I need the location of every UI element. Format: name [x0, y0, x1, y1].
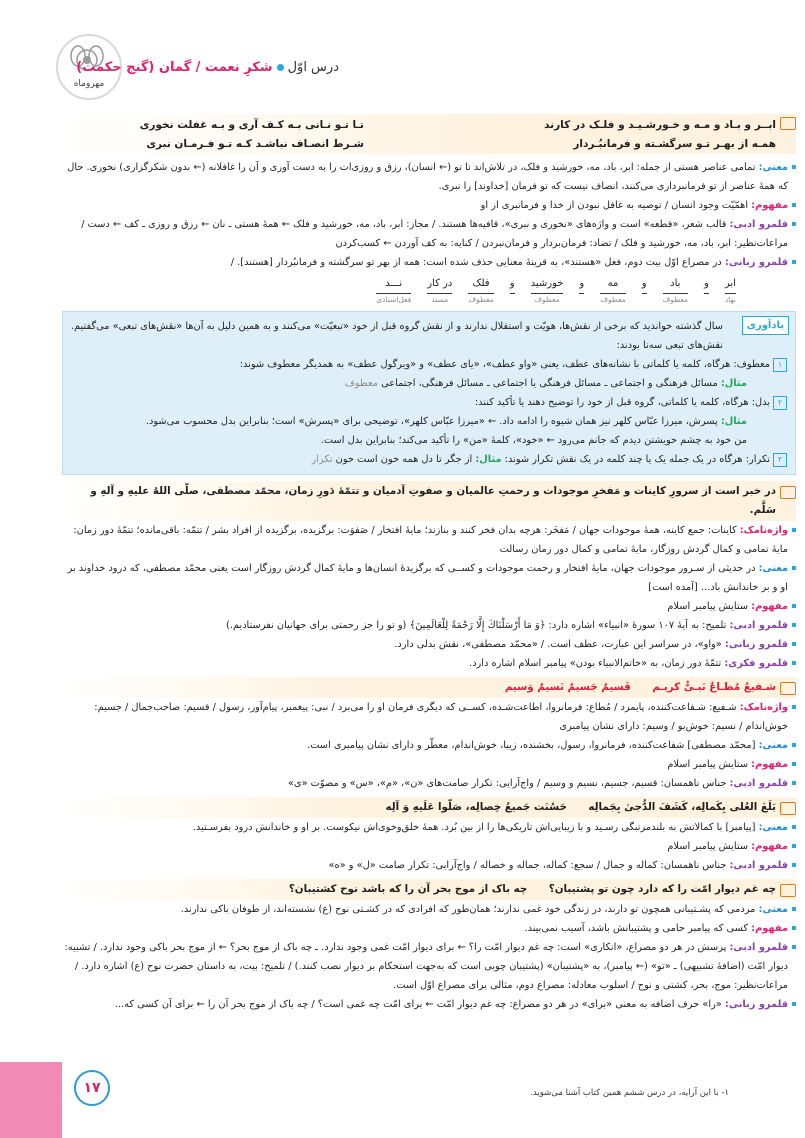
thought-line: قلمرو فکری: تتمّهٔ دور زمان، به «خاتم‌الانبیاء بودن» پیامبر اسلام اشاره دارد.: [62, 654, 796, 673]
page-number: ۱۷: [74, 1070, 110, 1106]
side-tab: [0, 1062, 62, 1138]
poem-hemistich: تـا تـو نـانی بـه کـف آری و بـه غفلت نخوری: [139, 119, 364, 131]
reminder-example: من خود به چشم خویشتن دیدم که جانم می‌رود ← «خود»، کلمهٔ «من» را تأکید می‌کند؛ بنابراین بدل است.: [320, 435, 747, 446]
meaning-line: معنی: تمامی عناصر هستی از جمله: ابر، باد، مه، خورشید و فلک، در تلاش‌اند تا تو (← انسان)، رزق و روزی‌ات را به دست آوری و آن را غافلانه (← بدون شکرگزاری) نخوری. حال که همهٔ عناصر از تو فرمانبرداری می‌کنند، انصاف نیست که تو فرمان [خداوند] را نبری.: [62, 158, 796, 196]
reminder-intro: سال گذشته خواندید که برخی از نقش‌ها، هویّت و استقلال ندارند و از نقش گروه قبل از خود «تبعیّت» می‌کنند و به همین دلیل به آن‌ها «نقش‌های تبعی» می‌گفتیم. نقش‌های تبعی سه‌تا بودند:: [70, 321, 723, 351]
glossary-line: واژه‌نامک: کاینات: جمع کاینه، همهٔ موجودات جهان / مَفخَر: هرچه بدان فخر کنند و بنازند؛ مایهٔ افتخار / صَفوَت: برگزیده، برگزیده از افراد بشر / تتمّه: باقی‌مانده؛ تتمّهٔ دور زمان: مایهٔ تمامی و کمال گردش روزگار، مایهٔ تمامی و کمال دور زمان رسالت: [62, 521, 796, 559]
concept-line: مفهوم: ستایش پیامبر اسلام: [62, 837, 796, 856]
grammar-line: قلمرو زبانی: «را» حرف اضافه به معنی «برای» در هر دو مصراع: چه غم دیوار امّت ← برای امّت چه غمی است؟ / چه باک از موج بحر آن را ← برای آن کسی که...: [62, 995, 796, 1014]
grammar-analysis: [62, 274, 796, 305]
content: [62, 114, 796, 1014]
concept-line: مفهوم: اهمّیّت وجود انسان / توصیه به غافل نبودن از خدا و فرمانبری از او: [62, 196, 796, 215]
book-icon: [780, 117, 796, 130]
grammar-line: قلمرو زبانی: «واو»، در سراسر این عبارت، عطف است. / «محمّد مصطفی»، نقش بدلی دارد.: [62, 635, 796, 654]
meaning-line: معنی: در حدیثی از سـرور موجودات جهان، مایهٔ افتخار و رحمت موجودات و کســی که برگزیدهٔ انسان‌ها و مایهٔ کمال گردش روزگار است یعنی محمّد مصطفی، که درود خداوند بر او و بر خاندانش باد... [آمده است]: [62, 559, 796, 597]
page-header: [0, 0, 805, 100]
analysis-word: ابر نهاد: [725, 274, 736, 305]
grammar-line: قلمرو زبانی: در مصراع اوّل بیت دوم، فعل «هستند»، به قرینهٔ معنایی حذف شده است: همه از بهر تو سرگشته و فرمانبُردار [هستند]. /: [62, 253, 796, 272]
literary-line: قلمرو ادبی: قالب شعر، «قطعه» است و واژه‌های «نخوری و نبری»، قافیه‌ها هستند. / مجاز: ابر، باد، مه، خورشید و فلک ← همهٔ هستی ـ نان ← رزق و روزی ـ کف ← دست / مراعات‌نظیر: ابر، باد، مه، خورشید و فلک / تضاد: فرمان‌بردار و فرمان‌نبردن / کنایه: به کف آوردن ← کسب‌کردن: [62, 215, 796, 253]
analysis-word: باد معطوف: [663, 274, 688, 305]
number-badge: ۱: [773, 358, 787, 372]
lesson-name: شکرِ نعمت / گمان (گنج حکمت): [76, 60, 273, 75]
analysis-word: در کار مسند: [427, 274, 452, 305]
analysis-word: فلک معطوف: [468, 274, 493, 305]
section-title: شـفیعٌ مُطـاعٌ نَبـیٌّ کریـم قَسیمٌ جَسیمٌ نَسیمٌ وَسیم: [62, 677, 796, 698]
reminder-box: [62, 311, 796, 475]
book-icon: [780, 884, 796, 897]
bullet-icon: [277, 64, 284, 71]
section-title: در خبر است از سرورِ کاینات و مَفخرِ موجودات و رحمتِ عالمیان و صفوتِ آدمیان و تتمّهٔ دَورِ زمان، محمّد مصطفی، صلّی اللهُ علیهِ و آلهِ و سَلَّم.: [62, 481, 796, 521]
analysis-word: و: [642, 274, 647, 305]
concept-line: مفهوم: ستایش پیامبر اسلام: [62, 597, 796, 616]
literary-line: قلمرو ادبی: جناس ناهمسان: کماله و جمال / سجع: کماله، جماله و خصاله / واج‌آرایی: تکرار صامت «ل» و «ه»: [62, 856, 796, 875]
literary-line: قلمرو ادبی: پرسش در هر دو مصراع، «انکاری» است: چه غم دیوار امّت را؟ ← برای دیوار امّت غمی وجود ندارد. ـ چه باک از موج بحر؟ ← از موج بحر باکی وجود ندارد. / تشبیه: دیوار امّت (اضافهٔ تشبیهی) ـ «تو» (← پیامبر)، به «پشتیبان» (پشتیبان چوبی است که به‌جهت استحکام بر دیوار نصب کنند.) / تلمیح: بیت، به داستان حضرت نوح (ع) اشاره دارد. / مراعات‌نظیر: موج، بحر، کشتی و نوح / اسلوب معادله: مصراع دوم، مثالی برای مصراع اوّل است.: [62, 938, 796, 995]
reminder-item: ۱معطوف: هرگاه، کلمه یا کلماتی با نشانه‌های عطف، یعنی «واو عطف»، «یای عطف» و «ویرگول عطف» به همدیگر معطوف شوند:: [69, 355, 787, 374]
meaning-line: معنی: مردمی که پشـتیبانی همچون تو دارند، در زندگی خود غمی ندارند؛ همان‌طور که افرادی که در کشـتی نوح (ع) نشسته‌اند، از طوفان باکی ندارند.: [62, 900, 796, 919]
concept-line: مفهوم: ستایش پیامبر اسلام: [62, 755, 796, 774]
book-icon: [780, 486, 796, 499]
section-title: چه غم دیوار امّت را که دارد چون تو پشتیبان؟ چه باک از موج بحر آن را که باشد نوح کشتیبان؟: [62, 879, 796, 900]
analysis-word: مه معطوف: [600, 274, 625, 305]
section-title: بَلَغَ العُلی بِکَمالِه، کَشَفَ الدُّجیٰ بِجَمالِه حَسُنَت جَمیعُ خِصالِه، صَلّوا عَلَیهِ وَ آلِه: [62, 797, 796, 818]
poem-block: [62, 114, 796, 154]
number-badge: ۳: [773, 453, 787, 467]
analysis-word: و: [510, 274, 515, 305]
logo-text: مهروماه: [73, 79, 105, 89]
concept-line: مفهوم: کسی که پیامبر حامی و پشتیبانش باشد، آسیب نمی‌بیند.: [62, 919, 796, 938]
literary-line: قلمرو ادبی: جناس ناهمسان: قسیم، جسیم، نسیم و وسیم / واج‌آرایی: تکرار صامت‌های «ن»، «م»، «س» و مصوّت «ی»: [62, 774, 796, 793]
analysis-word: نـــد فعل‌اسنادی: [376, 274, 411, 305]
lesson-title: [76, 60, 339, 75]
analysis-word: خورشید معطوف: [531, 274, 564, 305]
number-badge: ۲: [773, 396, 787, 410]
analysis-word: و: [579, 274, 584, 305]
analysis-word: و: [704, 274, 709, 305]
reminder-example: مثال: مسائل فرهنگی و اجتماعی ـ مسائل فرهنگی یا اجتماعی ـ مسائل فرهنگی، اجتماعی معطوف: [344, 378, 747, 389]
footnote: ۱- با این آرایه، در درس ششم همین کتاب آشنا می‌شوید.: [530, 1088, 729, 1098]
lesson-number: درس اوّل: [287, 60, 339, 75]
meaning-line: معنی: [محمّد مصطفی] شفاعت‌کننده، فرمانروا، رسول، بخشنده، زیبا، خوش‌اندام، معطّر و دارای نشان پیامبری است.: [62, 736, 796, 755]
poem-hemistich: همـه از بهـر تـو سرگشـته و فرمانبُـردار: [573, 138, 776, 150]
poem-hemistich: ابــر و بـاد و مـه و خـورشـیـد و فلـک در کارند: [544, 119, 776, 131]
literary-line: قلمرو ادبی: تلمیح: به آیهٔ ۱۰۷ سورهٔ «انبیاء» اشاره دارد: ﴿وَ مَا أَرْسَلْنَاكَ إِلَّا رَحْمَةً لِلْعَالَمِينَ﴾ (و تو را جز رحمتی برای جهانیان نفرستادیم.): [62, 616, 796, 635]
reminder-item: ۲بدل: هرگاه، کلمه یا کلماتی، گروه قبل از خود را توضیح دهند یا تأکید کنند:: [69, 393, 787, 412]
glossary-line: واژه‌نامک: شـفیع: شـفاعت‌کننده، پایمرد / مُطاع: فرمانروا، اطاعت‌شـده، کســی که دیگری فرمان او را می‌برد / نبی: پیغمبر، پیام‌آور، رسول / قسیم: صاحب‌جمال / جسیم: خوش‌اندام / نسیم: خوش‌بو / وسیم: دارای نشان پیامبری: [62, 698, 796, 736]
poem-hemistich: شـرط انصـاف نباشـد کـه تـو فـرمـان نبری: [146, 138, 364, 150]
reminder-item: ۳تکرار: هرگاه در یک جمله یک یا چند کلمه در یک نقش تکرار شوند: مثال: از جگر تا دل همه خون است خون تکرار: [69, 450, 787, 469]
reminder-tag: یادآوری: [742, 316, 789, 335]
book-icon: [780, 802, 796, 815]
reminder-example: مثال: پسرش، میرزا عبّاس کلهر نیز همان شیوه را ادامه داد. ← «میرزا عبّاس کلهر»، توضیحی برای «پسرش» است؛ بنابراین بدل محسوب می‌شود.: [145, 416, 747, 427]
book-icon: [780, 682, 796, 695]
meaning-line: معنی: [پیامبر] با کمالاتش به بلندمرتبگی رسـید و با زیبایی‌اش تاریکی‌ها را از بین بُرد. همهٔ خلق‌وخوی‌اش نیکوست. بر او و خاندانش درود بفرسـتید.: [62, 818, 796, 837]
